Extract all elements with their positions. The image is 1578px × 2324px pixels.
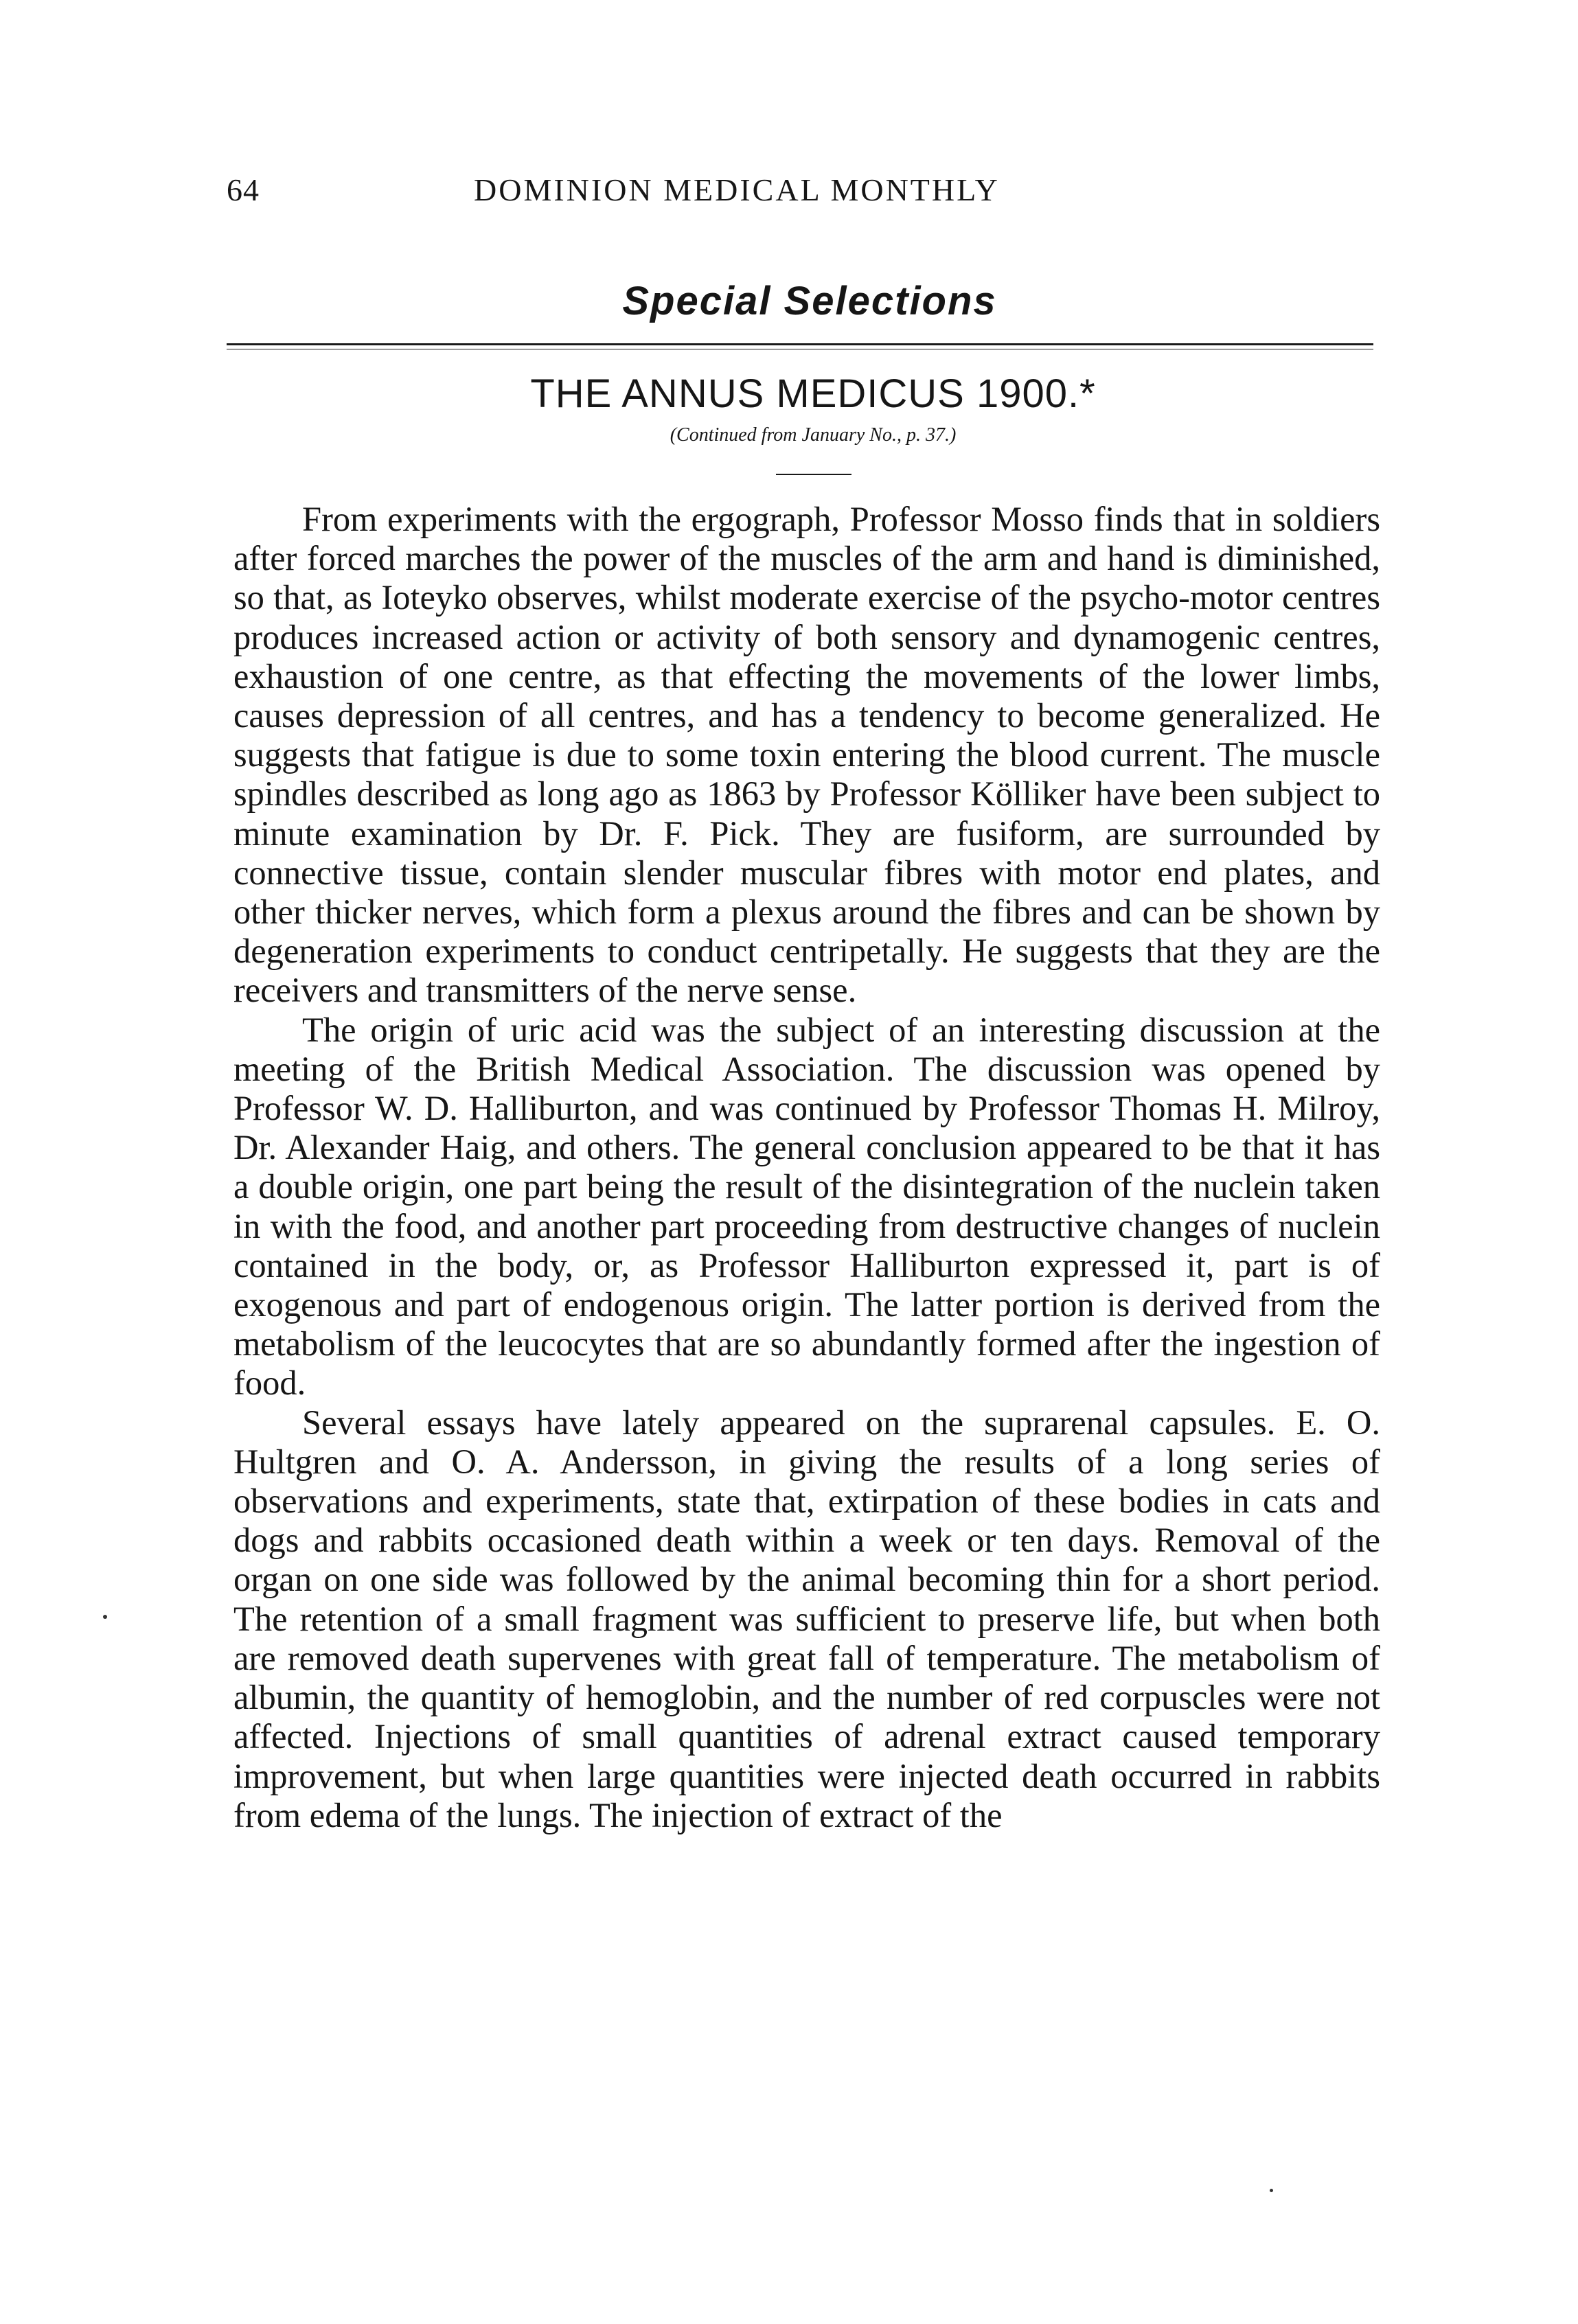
section-divider xyxy=(227,343,1373,349)
article-title: THE ANNUS MEDICUS 1900.* xyxy=(530,371,1096,416)
paragraph-ergograph: From experiments with the ergograph, Professor Mosso finds that in soldiers after forced marches the power of the muscles of the arm and hand is diminished, so that, as Ioteyko observes, whilst moderate exercise of the psycho-motor centres produces increased action or activity of both sensory and dynamogenic centres, exhaustion of one centre, as that effecting the movements of the lower limbs, causes depression of all centres, and has a tendency to become generalized. He suggests that fatigue is due to some toxin entering the blood current. The muscle spindles described as long ago as 1863 by Professor Kölliker have been subject to minute examination by Dr. F. Pick. They are fusiform, are surrounded by connective tissue, contain slender muscular fibres with motor end plates, and other thicker nerves, which form a plexus around the fibres and can be shown by degeneration experiments to conduct centripetally. He suggests that they are the receivers and transmitters of the nerve sense. xyxy=(233,500,1380,1010)
title-divider xyxy=(776,474,851,475)
print-speck xyxy=(1270,2189,1273,2192)
paragraph-uric-acid: The origin of uric acid was the subject of an interesting discussion at the meeting of the British Medical Association. The discussion was opened by Professor W. D. Halliburton, and was continued by Professor Thomas H. Milroy, Dr. Alexander Haig, and others. The general conclusion appeared to be that it has a double origin, one part being the result of the disintegration of the nuclein taken in with the food, and another part proceeding from destructive changes of nuclein contained in the body, or, as Professor Halliburton expressed it, part is of exogenous and part of endogenous origin. The latter portion is derived from the metabolism of the leucocytes that are so abundantly formed after the ingestion of food. xyxy=(233,1010,1380,1403)
page-header xyxy=(0,172,1578,213)
section-title: Special Selections xyxy=(622,279,997,323)
page-number: 64 xyxy=(227,172,260,207)
paragraph-suprarenal: Several essays have lately appeared on the suprarenal capsules. E. O. Hultgren and O. A. Andersson, in giving the results of a long series of observations and experiments, state that, extirpation of these bodies in cats and dogs and rabbits occasioned death within a week or ten days. Removal of the organ on one side was followed by the animal becoming thin for a short period. The retention of a small fragment was sufficient to preserve life, but when both are removed death supervenes with great fall of temperature. The metabolism of albumin, the quantity of hemoglobin, and the number of red corpuscles were not affected. Injections of small quantities of adrenal extract caused temporary improvement, but when large quantities were injected death occurred in rabbits from edema of the lungs. The injection of extract of the xyxy=(233,1403,1380,1834)
continued-note: (Continued from January No., p. 37.) xyxy=(670,424,957,446)
article-body xyxy=(233,500,1380,1835)
running-head: DOMINION MEDICAL MONTHLY xyxy=(474,172,1000,207)
print-speck xyxy=(103,1615,107,1619)
